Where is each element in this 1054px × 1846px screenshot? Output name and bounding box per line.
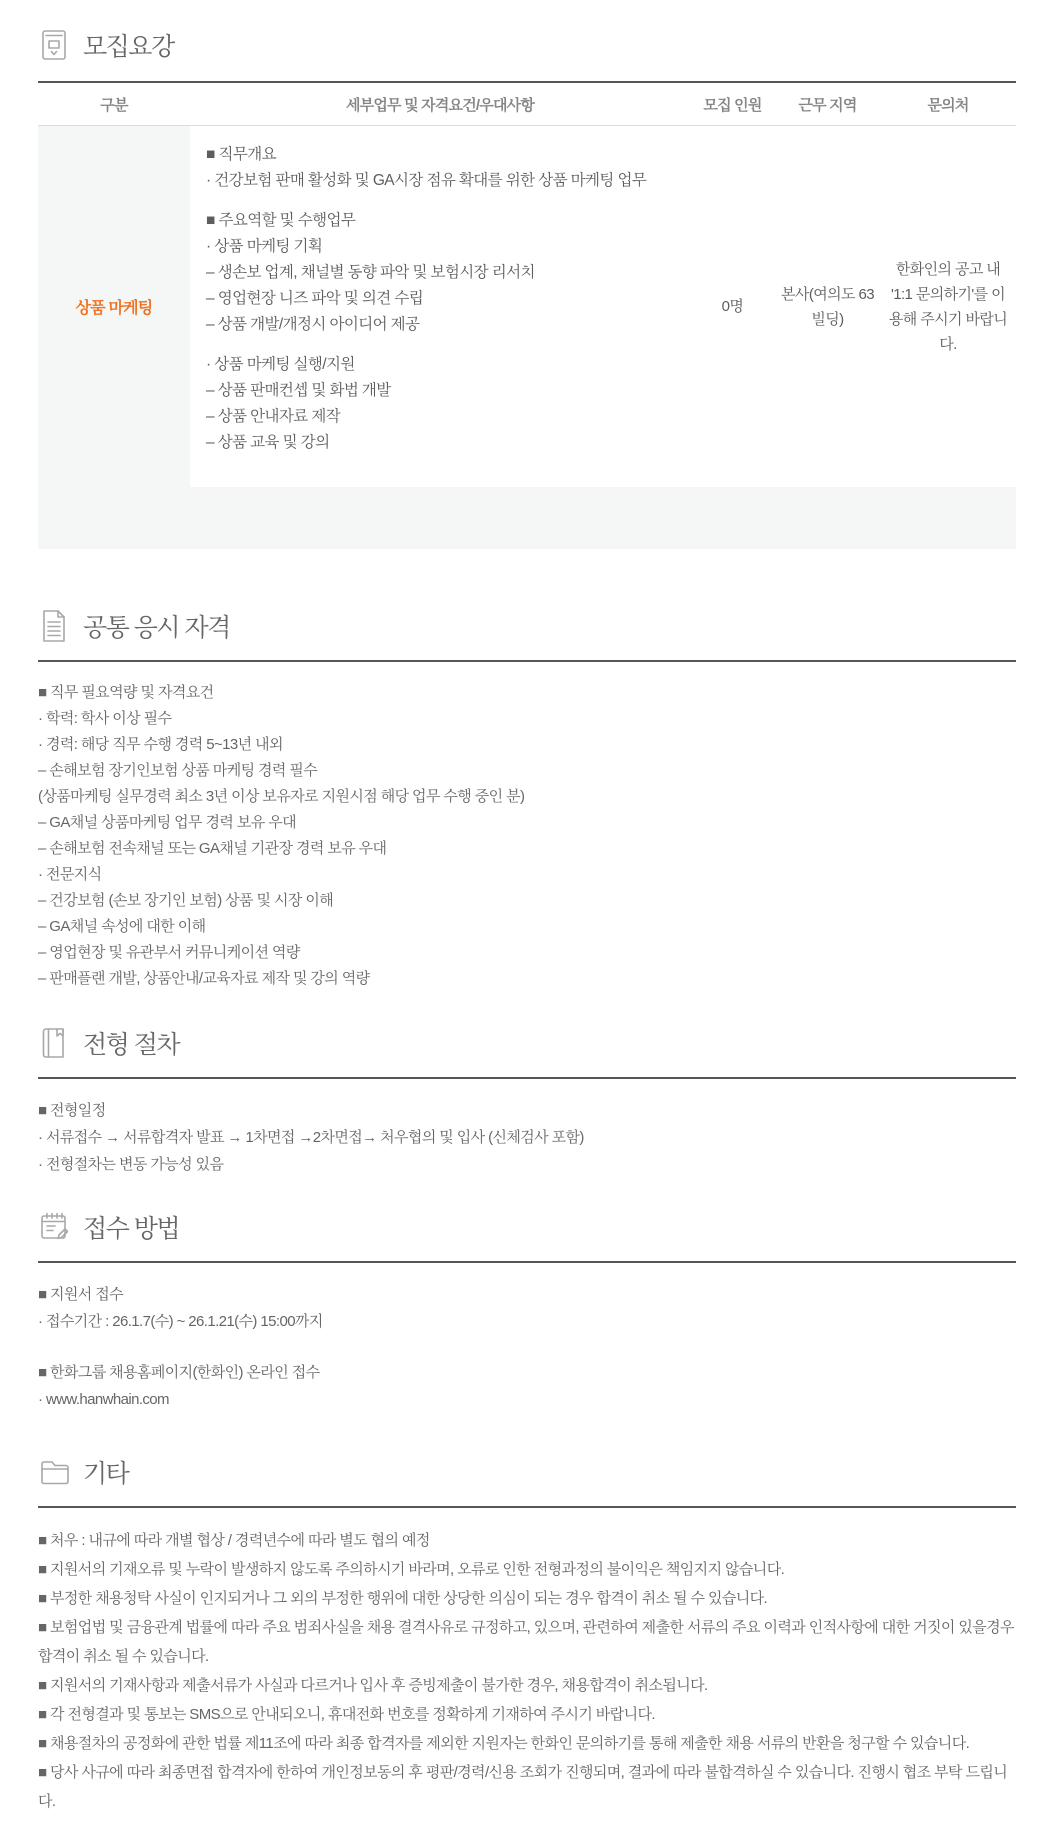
job-detail-line: – 생손보 업계, 채널별 동향 파악 및 보험시장 리서치 xyxy=(206,264,535,281)
job-detail-line: – 상품 교육 및 강의 xyxy=(206,434,330,451)
qualification-list xyxy=(38,662,1016,992)
section-title: 기타 xyxy=(83,1460,129,1488)
etc-notice-line: ■ 부정한 채용청탁 사실이 인지되거나 그 외의 부정한 행위에 대한 상당한 의심이 되는 경우 합격이 취소 될 수 있습니다. xyxy=(38,1590,768,1607)
cell-job-details xyxy=(190,126,690,487)
qualification-line: – 판매플랜 개발, 상품안내/교육자료 제작 및 강의 역량 xyxy=(38,970,370,987)
apply-line xyxy=(38,1335,1016,1359)
cell-contact xyxy=(880,126,1016,487)
table-bottom-band xyxy=(38,487,1016,549)
col-header-category: 구분 xyxy=(100,96,128,114)
job-detail-line: – 상품 개발/개정시 아이디어 제공 xyxy=(206,316,420,333)
book-icon xyxy=(38,1026,70,1060)
apply-line: · www.hanwhain.com xyxy=(38,1391,169,1408)
qualification-line: – 건강보험 (손보 장기인 보험) 상품 및 시장 이해 xyxy=(38,892,334,909)
section-title: 접수 방법 xyxy=(83,1215,180,1243)
col-header-headcount: 모집 인원 xyxy=(703,96,762,114)
qualification-line: – GA채널 속성에 대한 이해 xyxy=(38,918,206,935)
section-title: 공통 응시 자격 xyxy=(83,614,230,642)
recruitment-table-header-row xyxy=(38,83,1016,126)
section-title: 전형 절차 xyxy=(83,1031,180,1059)
notebook-icon xyxy=(38,28,70,62)
process-line: · 전형절차는 변동 가능성 있음 xyxy=(38,1156,224,1173)
section-title: 모집요강 xyxy=(83,33,174,61)
job-detail-line: · 상품 마케팅 기획 xyxy=(206,238,323,255)
contact-value: 한화인의 공고 내 '1:1 문의하기'를 이용해 주시기 바랍니다. xyxy=(888,260,1008,353)
etc-notice-line: ■ 채용절차의 공정화에 관한 법률 제11조에 따라 최종 합격자를 제외한 지원자는 한화인 문의하기를 통해 제출한 채용 서류의 반환을 청구할 수 있습니다. xyxy=(38,1735,970,1752)
section-etc xyxy=(38,1453,1016,1816)
section-apply xyxy=(38,1208,1016,1413)
etc-notice-line: ■ 각 전형결과 및 통보는 SMS으로 안내되오니, 휴대전화 번호를 정확하게 기재하여 주시기 바랍니다. xyxy=(38,1706,655,1723)
etc-notice-line: ■ 처우 : 내규에 따라 개별 협상 / 경력년수에 따라 별도 협의 예정 xyxy=(38,1532,430,1549)
etc-notice-line: ■ 지원서의 기재사항과 제출서류가 사실과 다르거나 입사 후 증빙제출이 불가한 경우, 채용합격이 취소됩니다. xyxy=(38,1677,708,1694)
section-recruitment xyxy=(38,26,1016,549)
section-etc-header xyxy=(38,1453,1016,1491)
cell-category xyxy=(38,126,190,487)
section-recruitment-header xyxy=(38,26,1016,64)
job-detail-line: ■ 직무개요 xyxy=(206,146,276,163)
document-list-icon xyxy=(38,609,70,643)
qualification-line: · 전문지식 xyxy=(38,866,102,883)
apply-line: ■ 지원서 접수 xyxy=(38,1286,124,1303)
col-header-contact: 문의처 xyxy=(927,96,969,114)
qualification-line: · 경력: 해당 직무 수행 경력 5~13년 내외 xyxy=(38,736,283,753)
job-detail-line: – 영업현장 니즈 파악 및 의견 수립 xyxy=(206,290,424,307)
qualification-line: (상품마케팅 실무경력 최소 3년 이상 보유자로 지원시점 해당 업무 수행 중인 분) xyxy=(38,788,525,805)
job-detail-line: · 건강보험 판매 활성화 및 GA시장 점유 확대를 위한 상품 마케팅 업무 xyxy=(206,172,647,189)
section-process-header xyxy=(38,1024,1016,1062)
qualification-line: – GA채널 상품마케팅 업무 경력 보유 우대 xyxy=(38,814,296,831)
qualification-line: – 영업현장 및 유관부서 커뮤니케이션 역량 xyxy=(38,944,300,961)
table-row xyxy=(38,126,1016,487)
job-detail-line: · 상품 마케팅 실행/지원 xyxy=(206,356,355,373)
job-detail-line: – 상품 안내자료 제작 xyxy=(206,408,341,425)
qualification-line: ■ 직무 필요역량 및 자격요건 xyxy=(38,684,214,701)
job-detail-line: ■ 주요역할 및 수행업무 xyxy=(206,212,356,229)
section-apply-header xyxy=(38,1208,1016,1246)
qualification-line: – 손해보험 전속채널 또는 GA채널 기관장 경력 보유 우대 xyxy=(38,840,387,857)
col-header-details: 세부업무 및 자격요건/우대사항 xyxy=(345,96,535,114)
location-value: 본사(여의도 63빌딩) xyxy=(781,285,874,328)
job-detail-line: – 상품 판매컨셉 및 화법 개발 xyxy=(206,382,391,399)
apply-list xyxy=(38,1263,1016,1413)
cell-headcount xyxy=(690,126,775,487)
section-qualification xyxy=(38,607,1016,992)
etc-notice-line: ■ 보험업법 및 금융관계 법률에 따라 주요 범죄사실을 채용 결격사유로 규정하고, 있으며, 관련하여 제출한 서류의 주요 이력과 인적사항에 대한 거짓이 있을경우 합격이 취소 될 수 있습니다. xyxy=(38,1619,1014,1665)
process-line: · 서류접수 → 서류합격자 발표 → 1차면접 →2차면접→ 처우협의 및 입사 (신체검사 포함) xyxy=(38,1129,584,1146)
col-header-location: 근무 지역 xyxy=(798,96,857,114)
qualification-line: – 손해보험 장기인보험 상품 마케팅 경력 필수 xyxy=(38,762,318,779)
headcount-value: 0명 xyxy=(721,298,744,315)
etc-notice-line: ■ 당사 사규에 따라 최종면접 합격자에 한하여 개인정보동의 후 평판/경력/신용 조회가 진행되며, 결과에 따라 불합격하실 수 있습니다. 진행시 협조 부탁 드립니다. xyxy=(38,1764,1008,1810)
folder-icon xyxy=(38,1455,70,1489)
qualification-line: · 학력: 학사 이상 필수 xyxy=(38,710,172,727)
job-detail-line xyxy=(206,194,678,208)
process-line: ■ 전형일정 xyxy=(38,1102,106,1119)
recruitment-table xyxy=(38,81,1016,549)
process-list xyxy=(38,1079,1016,1178)
etc-notice-line: ■ 지원서의 기재오류 및 누락이 발생하지 않도록 주의하시기 바라며, 오류로 인한 전형과정의 불이익은 책임지지 않습니다. xyxy=(38,1561,785,1578)
section-process xyxy=(38,1024,1016,1178)
job-category-label: 상품 마케팅 xyxy=(75,300,153,317)
section-qualification-header xyxy=(38,607,1016,645)
job-detail-line xyxy=(206,338,678,352)
cell-location xyxy=(775,126,880,487)
apply-line: · 접수기간 : 26.1.7(수) ~ 26.1.21(수) 15:00까지 xyxy=(38,1313,323,1330)
calendar-icon xyxy=(38,1210,70,1244)
etc-notice-list xyxy=(38,1508,1016,1816)
apply-line: ■ 한화그룹 채용홈페이지(한화인) 온라인 접수 xyxy=(38,1364,320,1381)
